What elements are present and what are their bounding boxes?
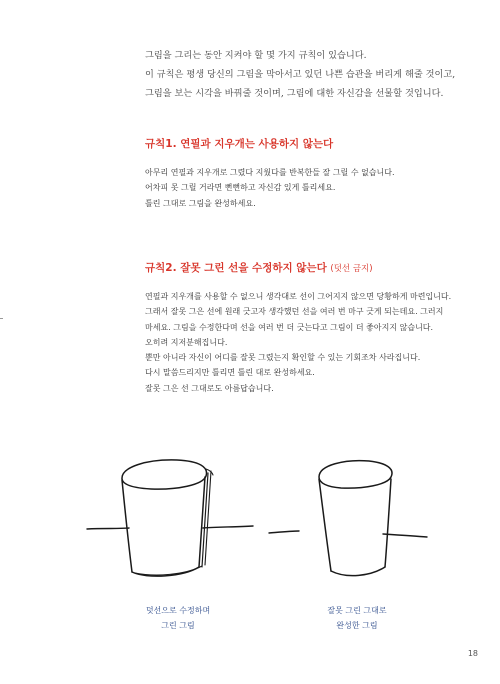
rule2-line: 오히려 지저분해집니다.: [145, 337, 228, 347]
rule2-title-note: (덧선 금지): [330, 264, 373, 274]
rule1-title: 규칙1. 연필과 지우개는 사용하지 않는다: [145, 138, 334, 150]
intro-line: 그림을 보는 시각을 바꿔줄 것이며, 그림에 대한 자신감을 선물할 것입니다.: [145, 88, 444, 99]
cup-drawing-overdrawn: [85, 455, 255, 585]
caption-right-line: 잘못 그린 그대로: [327, 606, 387, 615]
caption-right: [287, 603, 427, 633]
page-number: 18: [467, 649, 478, 658]
rule2-line: 마세요. 그림을 수정한다며 선을 여러 번 더 긋는다고 그림이 더 좋아지지 않습니다.: [145, 322, 434, 332]
rule1-body: [145, 165, 475, 211]
intro-line: 그림을 그리는 동안 지켜야 할 몇 가지 규칙이 있습니다.: [145, 50, 367, 61]
caption-left-line: 덧선으로 수정하며: [145, 606, 211, 615]
rule1-line: 틀린 그대로 그림을 완성하세요.: [145, 198, 256, 208]
rule2-line: 뿐만 아니라 자신이 어디를 잘못 그렸는지 확인할 수 있는 기회조차 사라집니다.: [145, 353, 421, 363]
rule2-title: 규칙2. 잘못 그린 선을 수정하지 않는다 (덧선 금지): [145, 262, 373, 274]
rule2-line: 연필과 지우개를 사용할 수 없으니 생각대로 선이 그어지지 않으면 당황하게 마련입니다.: [145, 292, 452, 301]
cup-drawing-as-drawn: [265, 455, 435, 585]
rule2-line: 잘못 그은 선 그대로도 아름답습니다.: [145, 383, 274, 393]
caption-left-line: 그린 그림: [161, 621, 195, 630]
intro-line: 이 규칙은 평생 당신의 그림을 막아서고 있던 나쁜 습관을 버리게 해줄 것이고,: [145, 69, 456, 80]
rule2-line: 다시 말씀드리지만 틀리면 틀린 대로 완성하세요.: [145, 368, 315, 378]
caption-left: [108, 603, 248, 633]
intro-paragraph: [145, 46, 475, 103]
caption-right-line: 완성한 그림: [336, 621, 378, 630]
rule1-line: 어차피 못 그릴 거라면 뻔뻔하고 자신감 있게 틀리세요.: [145, 183, 336, 193]
rule1-line: 아무리 연필과 지우개로 그렸다 지웠다를 반복한들 잘 그릴 수 없습니다.: [145, 168, 395, 177]
rule2-line: 그래서 잘못 그은 선에 원래 긋고자 생각했던 선을 여러 번 마구 긋게 되는데요. 그러지: [145, 307, 444, 317]
rule2-body: [145, 289, 475, 396]
margin-mark: [0, 318, 3, 319]
